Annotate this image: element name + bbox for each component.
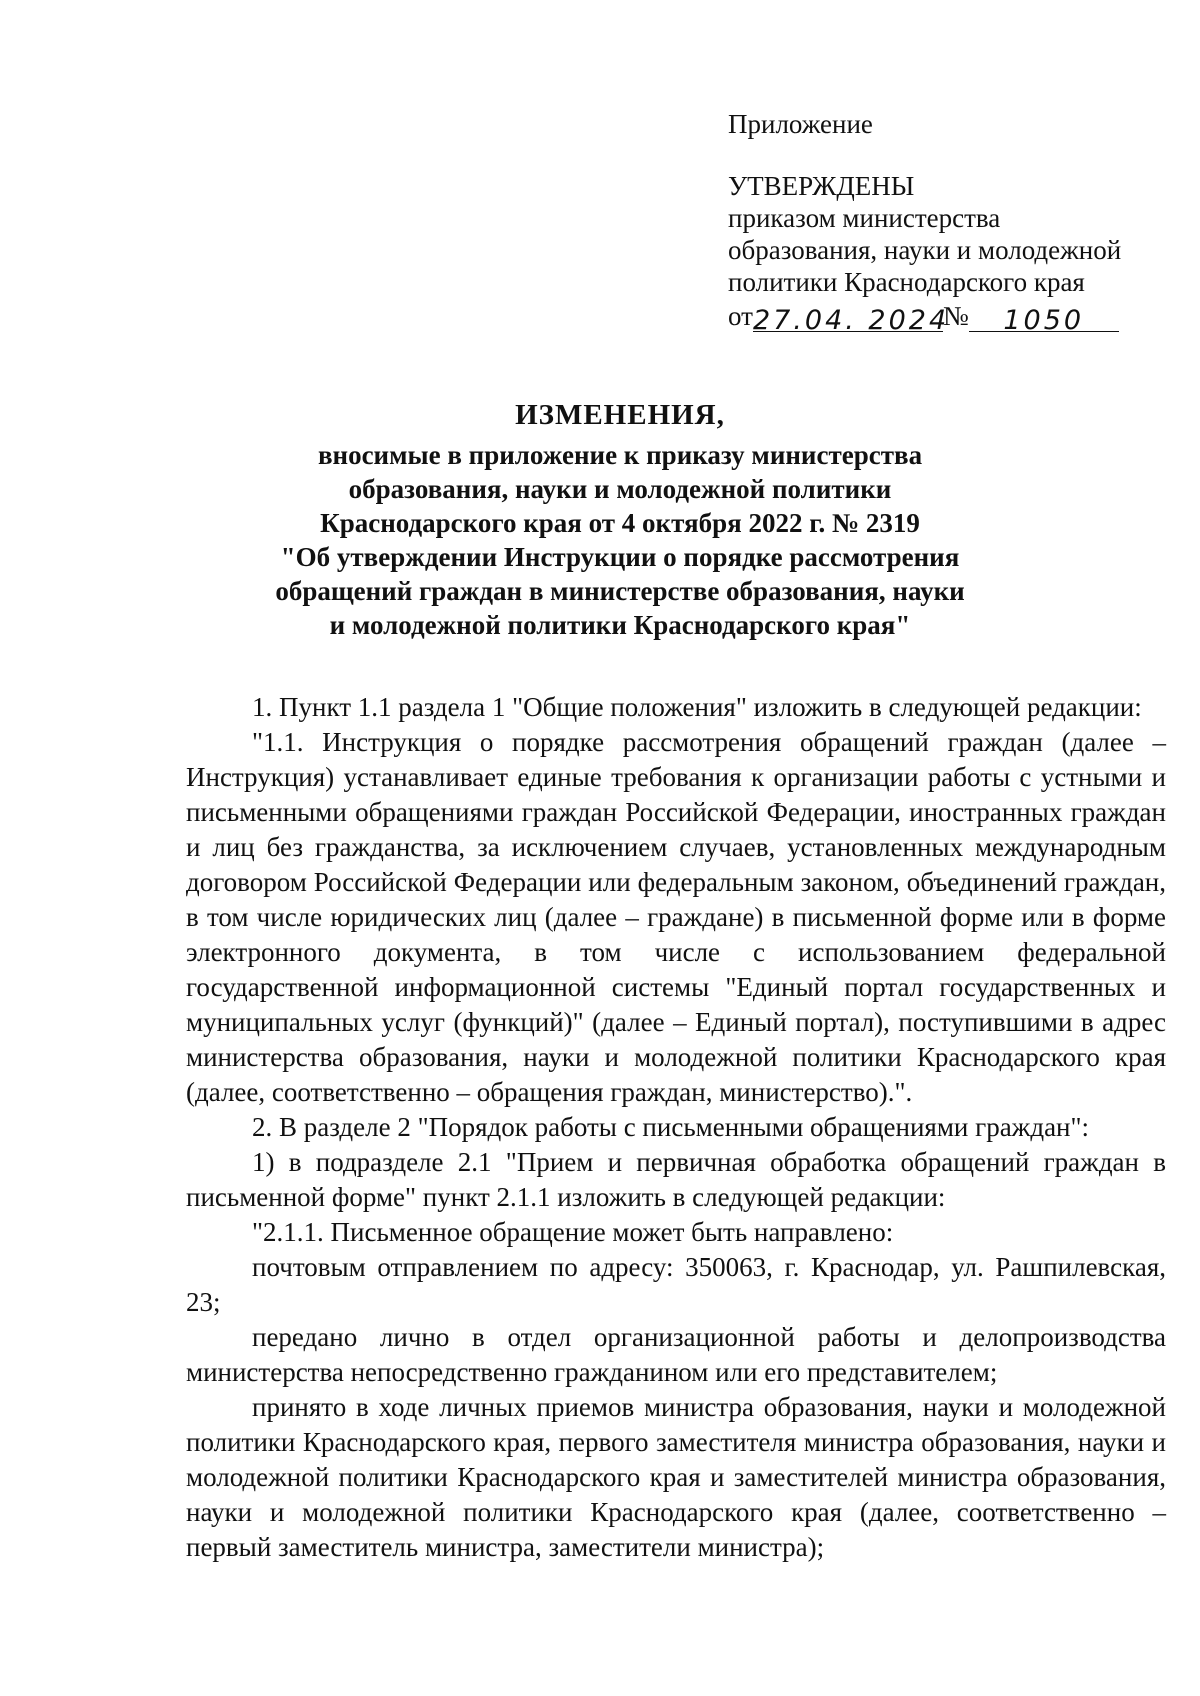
document-body bbox=[186, 690, 1166, 1565]
title-line: и молодежной политики Краснодарского края" bbox=[329, 610, 911, 640]
approved-label: УТВЕРЖДЕНЫ bbox=[728, 171, 915, 201]
paragraph: принято в ходе личных приемов министра образования, науки и молодежной политики Краснодарского края, первого заместителя министра образования, науки и молодежной политики Краснодарского края и заместителей министра образования, науки и молодежной политики Краснодарского края (далее, соответственно – первый заместитель министра, заместители министра); bbox=[186, 1392, 1166, 1562]
paragraph: 1. Пункт 1.1 раздела 1 "Общие положения" изложить в следующей редакции: bbox=[252, 692, 1142, 722]
approval-line: образования, науки и молодежной bbox=[728, 235, 1122, 265]
title-line: обращений граждан в министерстве образования, науки bbox=[275, 576, 965, 606]
handwritten-number: 1050 bbox=[1003, 305, 1085, 336]
handwritten-date: 27.04. 2024 bbox=[752, 305, 950, 336]
document-title bbox=[240, 398, 1000, 642]
date-blank bbox=[752, 301, 950, 336]
approval-line: политики Краснодарского края bbox=[728, 267, 1085, 297]
order-date-number-line bbox=[728, 300, 1168, 336]
paragraph: почтовым отправлением по адресу: 350063, г. Краснодар, ул. Рашпилевская, 23; bbox=[186, 1252, 1166, 1317]
paragraph: 2. В разделе 2 "Порядок работы с письменными обращениями граждан": bbox=[252, 1112, 1090, 1142]
title-line: вносимые в приложение к приказу министерства bbox=[317, 440, 923, 470]
title-heading: ИЗМЕНЕНИЯ, bbox=[515, 399, 725, 431]
number-label: № bbox=[942, 301, 969, 331]
from-label: от bbox=[728, 301, 753, 331]
paragraph: "1.1. Инструкция о порядке рассмотрения обращений граждан (далее – Инструкция) устанавливает единые требования к организации работы с устными и письменными обращениями граждан Российской Федерации, иностранных граждан и лиц без гражданства, за исключением случаев, установленных международным договором Российской Федерации или федеральным законом, объединений граждан, в том числе юридических лиц (далее – граждане) в письменной форме или в форме электронного документа, в том числе с использованием федеральной государственной информационной системы "Единый портал государственных и муниципальных услуг (функций)" (далее – Единый портал), поступившими в адрес министерства образования, науки и молодежной политики Краснодарского края (далее, соответственно – обращения граждан, министерство).". bbox=[186, 727, 1166, 1107]
title-line: Краснодарского края от 4 октября 2022 г. № 2319 bbox=[320, 508, 920, 538]
title-line: образования, науки и молодежной политики bbox=[348, 474, 892, 504]
approval-block bbox=[728, 108, 1168, 336]
paragraph: "2.1.1. Письменное обращение может быть направлено: bbox=[252, 1217, 894, 1247]
approval-line: приказом министерства bbox=[728, 203, 1001, 233]
number-blank bbox=[969, 301, 1119, 336]
title-line: "Об утверждении Инструкции о порядке рассмотрения bbox=[280, 542, 960, 572]
appendix-label: Приложение bbox=[728, 109, 873, 139]
paragraph: передано лично в отдел организационной работы и делопроизводства министерства непосредственно гражданином или его представителем; bbox=[186, 1322, 1166, 1387]
paragraph: 1) в подразделе 2.1 "Прием и первичная обработка обращений граждан в письменной форме" пункт 2.1.1 изложить в следующей редакции: bbox=[186, 1147, 1166, 1212]
